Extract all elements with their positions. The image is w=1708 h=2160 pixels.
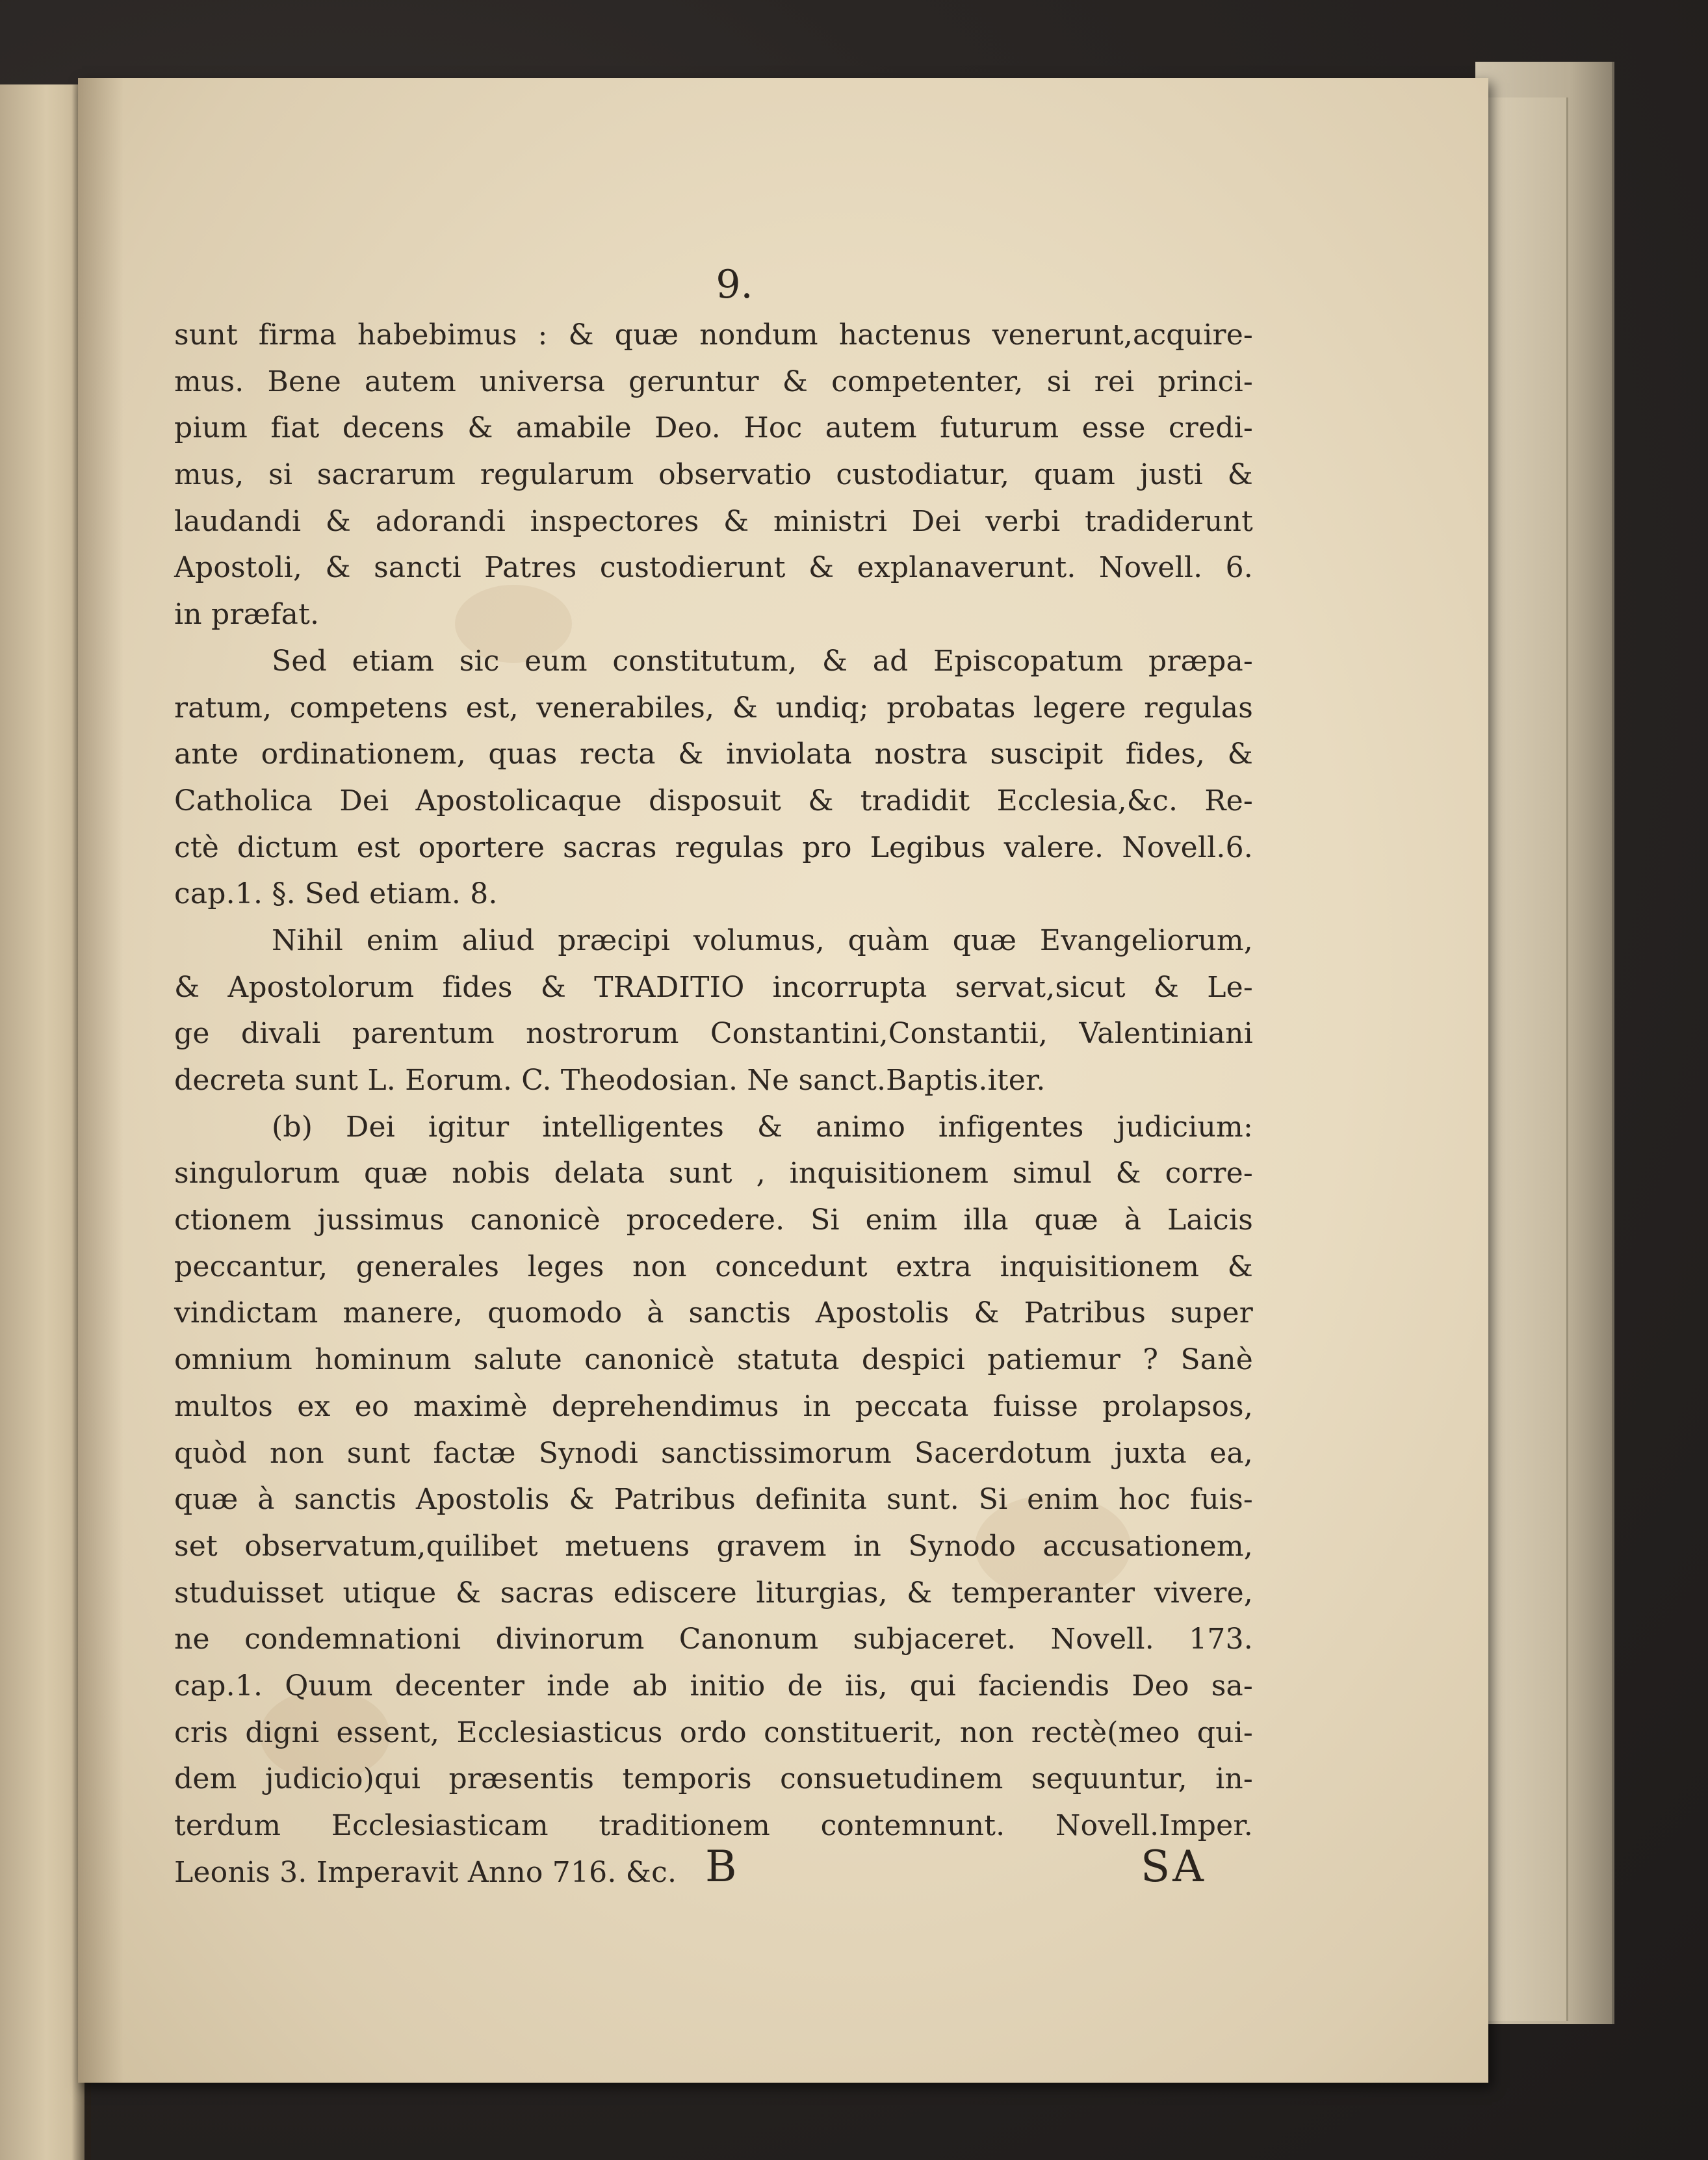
text-line: ge divali parentum nostrorum Constantini,Constantii, Valentiniani (174, 1017, 1253, 1051)
text-line: vindictam manere, quomodo à sanctis Apostolis & Patribus super (174, 1296, 1253, 1330)
text-line: & Apostolorum fides & TRADITIO incorrupta servat,sicut & Le- (174, 970, 1253, 1004)
text-line: set observatum,quilibet metuens gravem in Synodo accusationem, (174, 1529, 1253, 1563)
text-line: peccantur, generales leges non concedunt extra inquisitionem & (174, 1250, 1253, 1283)
text-line: in præfat. (174, 598, 320, 632)
text-line: dem judicio)qui præsentis temporis consuetudinem sequuntur, in- (174, 1762, 1253, 1796)
text-line: singulorum quæ nobis delata sunt , inquisitionem simul & corre- (174, 1157, 1253, 1190)
text-line: decreta sunt L. Eorum. C. Theodosian. Ne sanct.Baptis.iter. (174, 1064, 1046, 1097)
text-line: studuisset utique & sacras ediscere liturgias, & temperanter vivere, (174, 1576, 1253, 1610)
text-line: ne condemnationi divinorum Canonum subjaceret. Novell. 173. (174, 1623, 1253, 1656)
text-line: Catholica Dei Apostolicaque disposuit & tradidit Ecclesia,&c. Re- (174, 784, 1253, 817)
text-line: sunt firma habebimus : & quæ nondum hactenus venerunt,acquire- (174, 318, 1253, 352)
text-line: pium fiat decens & amabile Deo. Hoc autem futurum esse credi- (174, 411, 1253, 445)
text-line: ctionem jussimus canonicè procedere. Si enim illa quæ à Laicis (174, 1203, 1253, 1237)
text-line: multos ex eo maximè deprehendimus in peccata fuisse prolapsos, (174, 1389, 1253, 1423)
page-number: 9. (716, 262, 753, 307)
catchword: SA (1141, 1842, 1206, 1892)
text-line: quòd non sunt factæ Synodi sanctissimorum Sacerdotum juxta ea, (174, 1436, 1253, 1470)
text-line: terdum Ecclesiasticam traditionem contemnunt. Novell.Imper. (174, 1809, 1253, 1842)
text-line: mus, si sacrarum regularum observatio custodiatur, quam justi & (174, 458, 1253, 492)
text-line: cris digni essent, Ecclesiasticus ordo constituerit, non rectè(meo qui- (174, 1716, 1253, 1749)
paragraph-start-line: (b) Dei igitur intelligentes & animo infigentes judicium: (272, 1110, 1253, 1144)
text-line: mus. Bene autem universa geruntur & competenter, si rei princi- (174, 365, 1253, 398)
text-line: ctè dictum est oportere sacras regulas pro Legibus valere. Novell.6. (174, 830, 1253, 864)
text-line: cap.1. Quum decenter inde ab initio de iis, qui faciendis Deo sa- (174, 1669, 1253, 1703)
text-line: cap.1. §. Sed etiam. 8. (174, 877, 498, 911)
text-line: ratum, competens est, venerabiles, & undiq; probatas legere regulas (174, 691, 1253, 725)
paragraph-start-line: Nihil enim aliud præcipi volumus, quàm quæ Evangeliorum, (272, 923, 1253, 957)
gutter-shadow (78, 78, 123, 2083)
text-line: laudandi & adorandi inspectores & ministri Dei verbi tradiderunt (174, 504, 1253, 538)
text-line: ante ordinationem, quas recta & inviolata nostra suscipit fides, & (174, 738, 1253, 771)
text-line: Leonis 3. Imperavit Anno 716. &c. (174, 1855, 677, 1889)
text-line: quæ à sanctis Apostolis & Patribus definita sunt. Si enim hoc fuis- (174, 1483, 1253, 1517)
text-line: Apostoli, & sancti Patres custodierunt & explanaverunt. Novell. 6. (174, 551, 1253, 585)
body-text (174, 312, 1253, 1896)
paragraph-start-line: Sed etiam sic eum constitutum, & ad Episcopatum præpa- (272, 644, 1253, 678)
text-line: omnium hominum salute canonicè statuta despici patiemur ? Sanè (174, 1343, 1253, 1377)
signature-mark: B (705, 1842, 737, 1892)
